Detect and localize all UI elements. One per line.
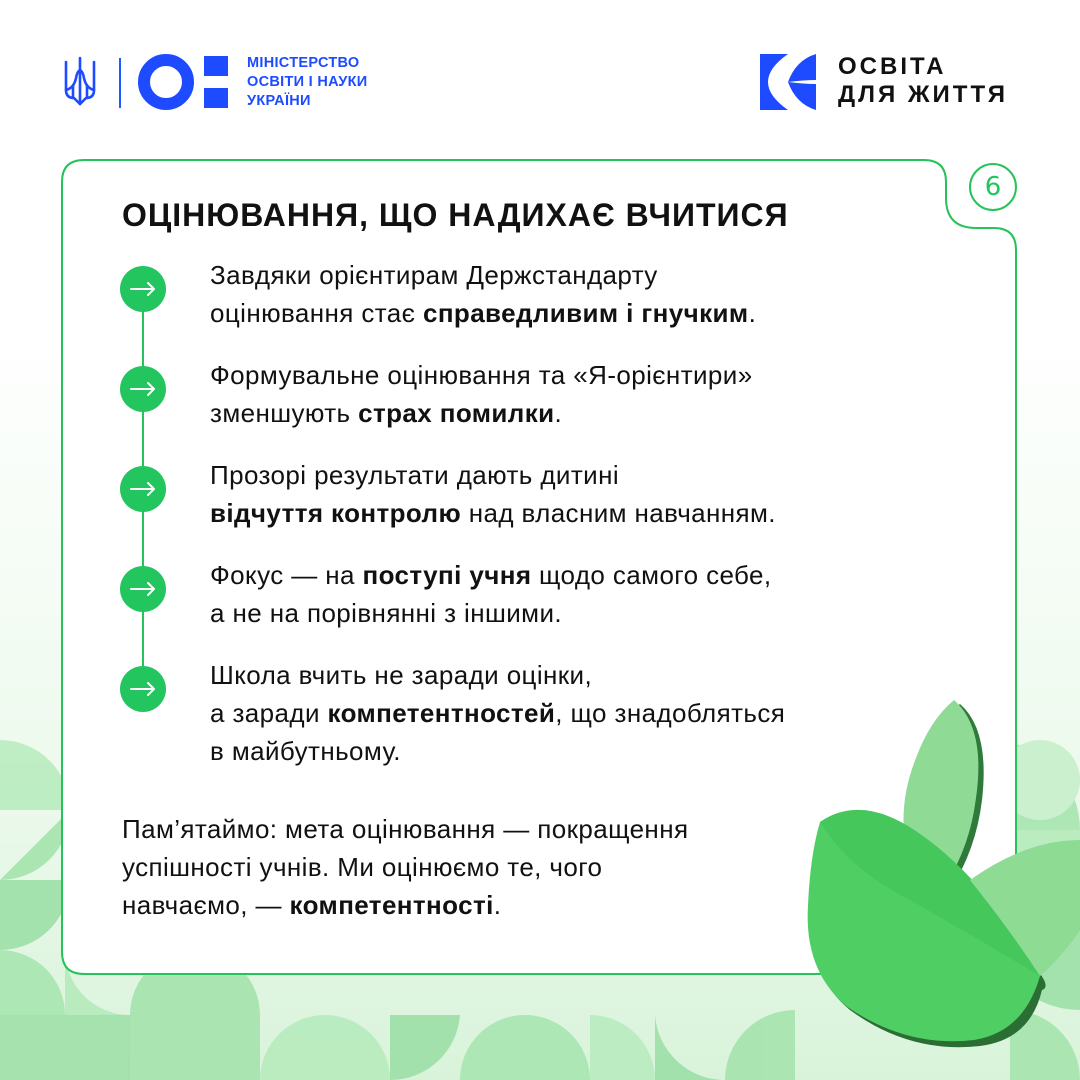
emphasis-text: поступі учня (362, 560, 532, 590)
item-line (210, 394, 910, 432)
emphasis-text: страх помилки (358, 398, 555, 428)
text-run: Завдяки орієнтирам Держстандарту (210, 260, 658, 290)
list-item-text (210, 456, 910, 532)
text-run: , що знадобляться (555, 698, 786, 728)
arrow-right-icon (120, 666, 166, 712)
arrow-right-icon (120, 366, 166, 412)
item-line (210, 456, 910, 494)
item-line (210, 294, 910, 332)
text-run: Школа вчить не заради оцінки, (210, 660, 593, 690)
text-run: щодо самого себе, (531, 560, 772, 590)
arrow-right-icon (120, 466, 166, 512)
text-run: зменшують (210, 398, 359, 428)
text-run: . (748, 298, 757, 328)
text-run: успішності учнів. Ми оцінюємо те, чого (122, 852, 603, 882)
list-item-text (210, 256, 910, 332)
emphasis-text: компетентностей (327, 698, 556, 728)
text-run: оцінювання стає (210, 298, 423, 328)
footer-line (122, 810, 822, 848)
text-run: Пам’ятаймо: мета оцінювання — покращення (122, 814, 689, 844)
page-number: 6 (984, 172, 1002, 202)
text-run: навчаємо, — (122, 890, 290, 920)
text-run: . (493, 890, 502, 920)
text-run: Прозорі результати дають дитині (210, 460, 620, 490)
emphasis-text: відчуття контролю (210, 498, 462, 528)
ministry-name-line: МІНІСТЕРСТВО (247, 55, 360, 71)
list-item-text (210, 556, 910, 632)
list-item-text (210, 356, 910, 432)
arrow-right-icon (120, 566, 166, 612)
text-run: Формувальне оцінювання та «Я-орієнтири» (210, 360, 753, 390)
text-run: . (554, 398, 563, 428)
text-run: в майбутньому. (210, 736, 401, 766)
arrow-right-icon (120, 266, 166, 312)
text-run: Фокус — на (210, 560, 363, 590)
item-line (210, 594, 910, 632)
item-line (210, 494, 910, 532)
item-line (210, 556, 910, 594)
page-title: ОЦІНЮВАННЯ, ЩО НАДИХАЄ ВЧИТИСЯ (122, 197, 789, 233)
brand-name-line: ОСВІТА (838, 53, 947, 80)
footer-line (122, 886, 822, 924)
ministry-name-line: ОСВІТИ І НАУКИ (247, 74, 368, 90)
item-line (210, 356, 910, 394)
item-line (210, 256, 910, 294)
text-run: а не на порівнянні з іншими. (210, 598, 562, 628)
text-run: над власним навчанням. (461, 498, 776, 528)
ministry-name-line: УКРАЇНИ (247, 93, 311, 109)
text-run: а заради (210, 698, 328, 728)
footer-note (122, 810, 822, 924)
footer-line (122, 848, 822, 886)
brand-name-line: ДЛЯ ЖИТТЯ (838, 81, 1009, 108)
item-line (210, 656, 910, 694)
emphasis-text: справедливим і гнучким (422, 298, 749, 328)
leaf-icon (790, 690, 1080, 1060)
emphasis-text: компетентності (289, 890, 494, 920)
